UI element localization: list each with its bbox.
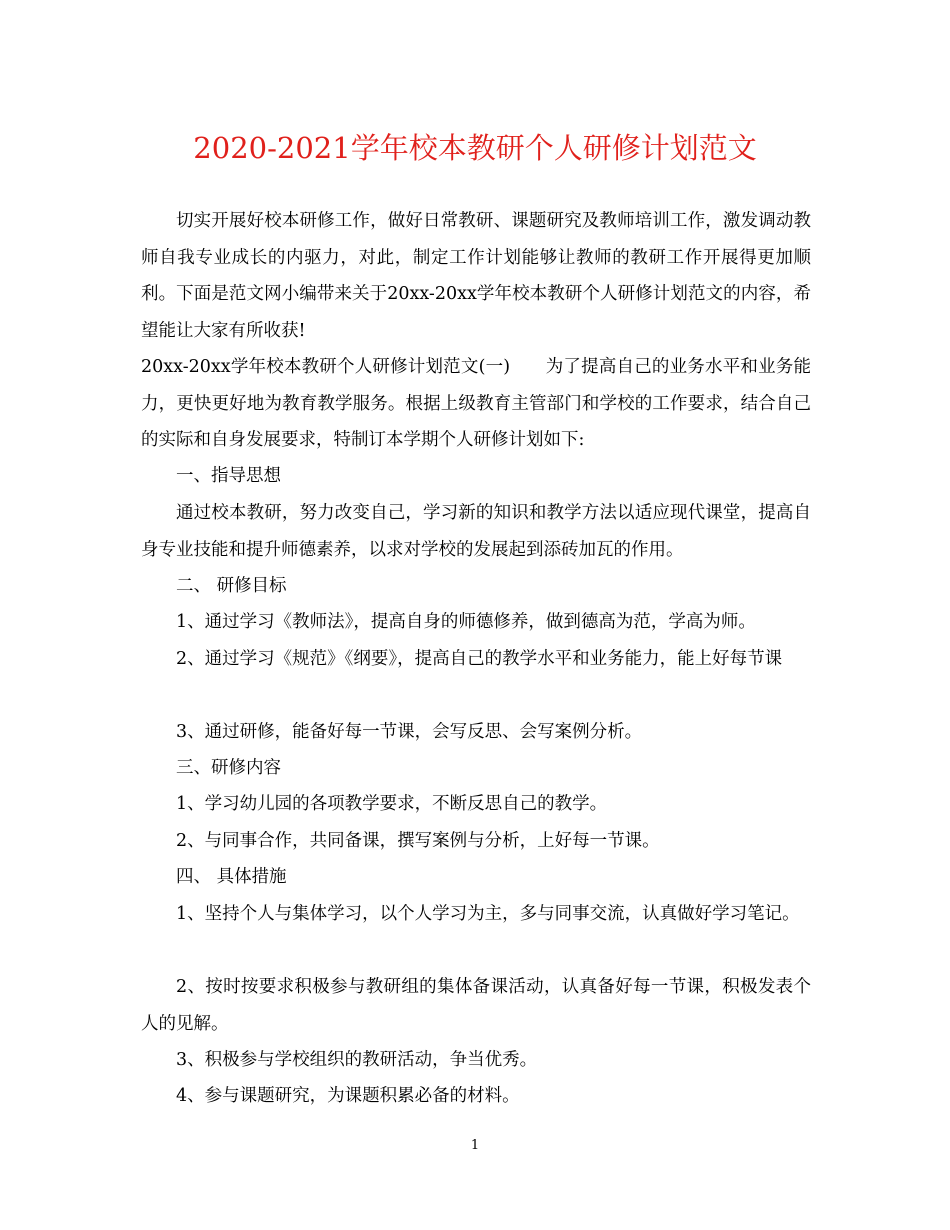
document-title: 2020-2021学年校本教研个人研修计划范文: [193, 131, 757, 165]
measure-item-2: 2、按时按要求积极参与教研组的集体备课活动，认真备好每一节课，积极发表个人的见解。: [141, 977, 811, 1034]
guiding-thought-paragraph: 通过校本教研，努力改变自己，学习新的知识和教学方法以适应现代课堂，提高自身专业技能和提升师德素养，以求对学校的发展起到添砖加瓦的作用。: [141, 503, 811, 560]
measure-item-1: 1、坚持个人与集体学习，以个人学习为主，多与同事交流，认真做好学习笔记。: [176, 904, 800, 924]
measure-item-4: 4、参与课题研究，为课题积累必备的材料。: [176, 1086, 520, 1106]
goal-item-2: 2、通过学习《规范》《纲要》，提高自己的教学水平和业务能力，能上好每节课: [176, 649, 783, 669]
measure-item-3: 3、积极参与学校组织的教研活动，争当优秀。: [176, 1050, 538, 1070]
intro-paragraph: 切实开展好校本研修工作，做好日常教研、课题研究及教师培训工作，激发调动教师自我专业成长的内驱力，对此，制定工作计划能够让教师的教研工作开展得更加顺利。下面是范文网小编带来关于20xx-20xx学年校本教研个人研修计划范文的内容，希望能让大家有所收获!: [141, 211, 811, 341]
heading-study-content: 三、研修内容: [176, 758, 281, 778]
heading-guiding-thought: 一、指导思想: [176, 466, 281, 486]
heading-measures: 四、 具体措施: [176, 867, 287, 887]
heading-study-goals: 二、 研修目标: [176, 576, 287, 596]
content-item-2: 2、与同事合作，共同备课，撰写案例与分析，上好每一节课。: [176, 831, 660, 851]
section-lead-paragraph: 20xx-20xx学年校本教研个人研修计划范文(一) 为了提高自己的业务水平和业务能力，更快更好地为教育教学服务。根据上级教育主管部门和学校的工作要求，结合自己的实际和自身发展要求，特制订本学期个人研修计划如下:: [141, 357, 811, 450]
goal-item-1: 1、通过学习《教师法》，提高自身的师德修养，做到德高为范，学高为师。: [176, 612, 756, 632]
page-number: 1: [470, 1138, 480, 1153]
content-item-1: 1、学习幼儿园的各项教学要求，不断反思自己的教学。: [176, 794, 608, 814]
goal-item-3: 3、通过研修，能备好每一节课，会写反思、会写案例分析。: [176, 722, 643, 742]
